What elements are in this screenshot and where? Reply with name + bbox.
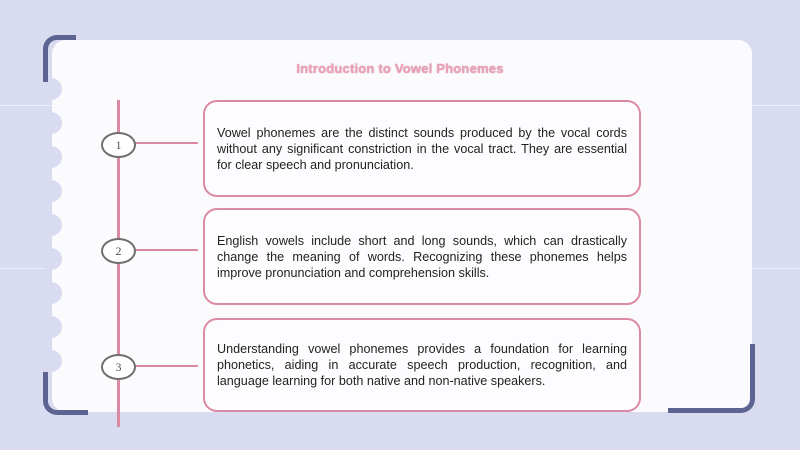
timeline-item-box	[203, 208, 641, 305]
corner-bracket-bottom-right	[668, 344, 755, 413]
timeline-item-text: English vowels include short and long sounds, which can drastically change the meaning of words. Recognizing these phonemes helps improve pronunciation and comprehension skills.	[217, 233, 627, 280]
timeline-item-text: Vowel phonemes are the distinct sounds produced by the vocal cords without any significant constriction in the vocal tract. They are essential for clear speech and pronunciation.	[217, 125, 627, 172]
step-number-badge: 1	[101, 132, 136, 158]
timeline-item-box	[203, 318, 641, 412]
step-number-badge: 3	[101, 354, 136, 380]
notebook-hole	[40, 180, 62, 202]
timeline-item-text: Understanding vowel phonemes provides a foundation for learning phonetics, aiding in accurate speech production, recognition, and language learning for both native and non-native speakers.	[217, 342, 627, 388]
slide-title: Introduction to Vowel Phonemes	[296, 61, 504, 76]
timeline-connector	[134, 249, 198, 251]
timeline-connector	[134, 142, 198, 144]
notebook-hole	[40, 248, 62, 270]
step-number-badge: 2	[101, 238, 136, 264]
notebook-hole	[40, 112, 62, 134]
notebook-hole	[40, 316, 62, 338]
timeline-item-box	[203, 100, 641, 197]
notebook-hole	[40, 282, 62, 304]
corner-bracket-bottom-left	[43, 372, 88, 415]
notebook-hole	[40, 214, 62, 236]
timeline-connector	[134, 365, 198, 367]
notebook-hole	[40, 350, 62, 372]
notebook-hole	[40, 146, 62, 168]
